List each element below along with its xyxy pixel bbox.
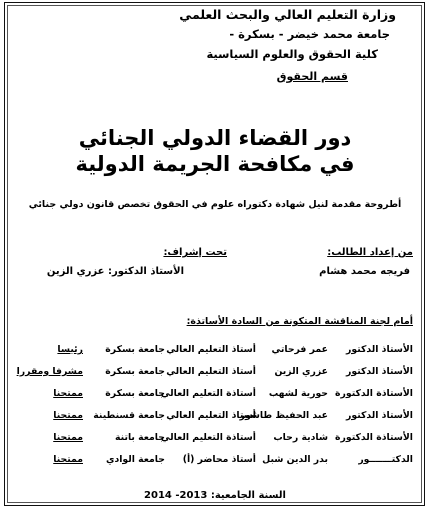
member-university: جامعة بسكرة	[105, 366, 165, 377]
member-rank: أستاذ التعليم العالي	[166, 366, 256, 377]
member-title: الأستاذ الدكتور	[346, 344, 413, 355]
committee-member-row	[40, 344, 413, 364]
member-name: بدر الدين شبل	[262, 454, 328, 465]
ministry-name: وزارة التعليم العالي والبحث العلمي	[179, 7, 396, 22]
member-role: ممتحنا	[53, 410, 83, 421]
university-name: جامعة محمد خيضر - بسكرة -	[229, 27, 390, 41]
committee-member-row	[40, 432, 413, 452]
member-university: جامعة الوادي	[105, 454, 165, 465]
member-title: الدكتـــــــور	[358, 454, 413, 465]
member-rank: أستاذ التعليم العالي	[166, 410, 256, 421]
member-title: الأستاذة الدكتورة	[335, 388, 413, 399]
student-label: من إعداد الطالب:	[327, 247, 413, 258]
member-rank: أستاذ محاضر (أ)	[182, 454, 256, 465]
thesis-title-line1: دور القضاء الدولي الجنائي	[78, 126, 352, 150]
student-name: فريجه محمد هشام	[319, 266, 410, 277]
thesis-title-line2: في مكافحة الجريمة الدولية	[75, 152, 355, 176]
committee-member-row	[40, 388, 413, 408]
supervisor-name: الأستاذ الدكتور: عزري الزين	[46, 266, 184, 277]
committee-label: أمام لجنة المناقشة المتكونة من السادة الأساتذة:	[186, 316, 413, 327]
member-name: عمر فرحاتي	[271, 344, 328, 355]
committee-member-row	[40, 410, 413, 430]
member-role: رئيسا	[57, 344, 83, 355]
member-title: الأستاذة الدكتورة	[335, 432, 413, 443]
committee-member-row	[16, 366, 413, 386]
member-role: ممتحنا	[53, 388, 83, 399]
member-title: الأستاذ الدكتور	[346, 366, 413, 377]
thesis-subtitle: أطروحة مقدمة لنيل شهادة دكتوراه علوم في الحقوق تخصص قانون دولي جنائي	[28, 199, 402, 210]
member-name: عبد الحفيظ طاشور	[239, 410, 328, 421]
faculty-name: كلية الحقوق والعلوم السياسية	[206, 47, 378, 61]
committee-member-row	[40, 454, 413, 474]
department-name: قسم الحقوق	[276, 70, 348, 83]
member-name: عزري الزين	[274, 366, 328, 377]
member-rank: أستاذة التعليم العالي	[160, 432, 256, 443]
supervisor-label: تحت إشراف:	[163, 247, 227, 258]
member-name: حورية لشهب	[268, 388, 328, 399]
member-name: شادية رحاب	[273, 432, 328, 443]
member-role: ممتحنا	[53, 454, 83, 465]
member-role: ممتحنا	[53, 432, 83, 443]
member-title: الأستاذ الدكتور	[346, 410, 413, 421]
member-rank: أستاذ التعليم العالي	[166, 344, 256, 355]
member-university: جامعة بسكرة	[105, 344, 165, 355]
member-university: جامعة بسكرة	[105, 388, 165, 399]
member-rank: أستاذة التعليم العالي	[160, 388, 256, 399]
academic-year: السنة الجامعية: 2013- 2014	[144, 490, 286, 501]
member-university: جامعة باتنة	[115, 432, 165, 443]
member-university: جامعة قسنطينة	[93, 410, 165, 421]
member-role: مشرفا ومقررا	[16, 366, 83, 377]
